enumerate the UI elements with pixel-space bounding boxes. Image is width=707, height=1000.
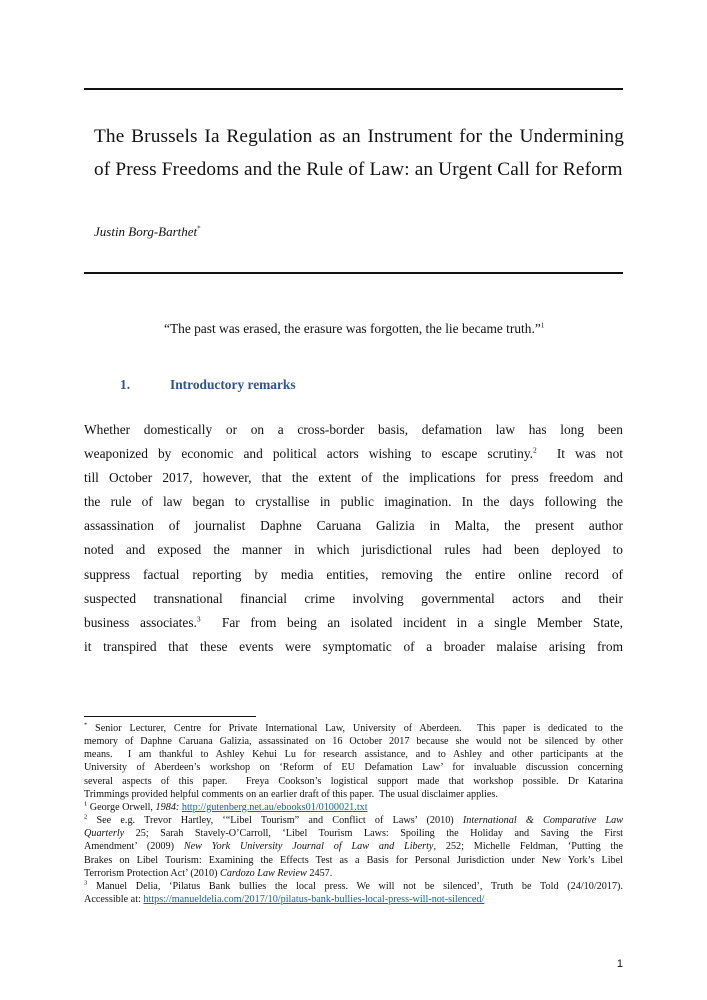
footnote-text: , 252; Michelle Feldman, ‘Putting the — [433, 841, 624, 853]
footnote-ref-3[interactable]: 3 — [196, 614, 201, 624]
footnote-2 — [84, 867, 623, 880]
footnote-2 — [84, 840, 623, 853]
footnote-text: Brakes on Libel Tourism: Examining the Effects Test as a Basis for Personal Jurisdiction under New York’s Libel — [84, 854, 623, 866]
footnote-journal: New York University Journal of Law and Liberty — [183, 841, 434, 853]
body-line — [84, 635, 623, 659]
footnote-mark-star: * — [84, 721, 88, 729]
author-name — [94, 224, 201, 240]
footnote-mark-1: 1 — [84, 800, 88, 808]
body-paragraph — [84, 418, 623, 659]
footnote-text: Terrorism Protection Act’ (2010) — [84, 867, 221, 879]
footnote-journal: Quarterly — [84, 828, 125, 840]
epigraph-footnote-mark[interactable]: 1 — [540, 320, 545, 330]
footnote-3 — [84, 880, 623, 893]
footnote-star-line — [84, 775, 623, 788]
body-line — [84, 587, 623, 611]
footnote-star-line — [84, 788, 623, 801]
footnote-text: 25; Sarah Stavely-O’Carroll, ‘Libel Tourism Laws: Spoiling the Holiday and Saving the First — [124, 828, 623, 840]
footnote-text: Trimmings provided helpful comments on an earlier draft of this paper. The usual disclaimer applies. — [84, 788, 498, 800]
footnote-separator — [84, 716, 256, 717]
section-title: Introductory remarks — [170, 377, 296, 392]
footnote-text: several aspects of this paper. Freya Cookson’s logistical support made that workshop possible. Dr Katarina — [84, 775, 623, 787]
page-number: 1 — [616, 958, 623, 970]
body-line — [84, 466, 623, 490]
body-line — [84, 418, 623, 442]
body-line-text: it transpired that these events were symptomatic of a broader malaise arising from — [84, 638, 623, 654]
section-heading — [120, 377, 296, 393]
footnote-journal: International & Comparative Law — [462, 815, 623, 827]
body-line-text: suppress factual reporting by media entities, removing the entire online record of — [84, 566, 623, 582]
body-line-text: business associates. — [84, 614, 197, 630]
body-line-text: Far from being an isolated incident in a single Member State, — [200, 614, 623, 630]
footnote-text: University of Aberdeen’s workshop on ‘Reform of EU Defamation Law’ for invaluable discussion concerning — [84, 762, 623, 774]
footnote-text: See e.g. Trevor Hartley, ‘“Libel Tourism” and Conflict of Laws’ (2010) — [87, 815, 463, 827]
paper-title: The Brussels Ia Regulation as an Instrument for the Undermining of Press Freedoms and the Rule of Law: an Urgent Call for Reform — [94, 126, 624, 180]
footnote-1 — [84, 801, 623, 814]
epigraph — [164, 321, 545, 337]
footnote-mark-3: 3 — [84, 879, 88, 887]
footnote-text: George Orwell, — [87, 801, 156, 813]
section-number: 1. — [120, 377, 131, 392]
author-footnote-mark[interactable]: * — [197, 224, 201, 233]
footnote-text: Manuel Delia, ‘Pilatus Bank bullies the local press. We will not be silenced’, Truth be Told (24/10/2017). — [87, 880, 623, 892]
body-line — [84, 514, 623, 538]
title-top-rule — [84, 88, 623, 90]
author-name-text: Justin Borg-Barthet — [94, 224, 198, 239]
footnote-star-line — [84, 722, 623, 735]
footnote-work-title: 1984: — [155, 801, 180, 813]
footnote-ref-2[interactable]: 2 — [533, 445, 537, 455]
body-line-text: assassination of journalist Daphne Caruana Galizia in Malta, the present author — [84, 518, 623, 534]
footnote-2 — [84, 827, 623, 840]
footnote-text: memory of Daphne Caruana Galizia, assassinated on 16 October 2017 because she would not be silenced by other — [84, 736, 623, 748]
footnote-text: Senior Lecturer, Centre for Private International Law, University of Aberdeen. This paper is dedicated to the — [87, 723, 623, 734]
body-line — [84, 563, 623, 587]
epigraph-text: “The past was erased, the erasure was forgotten, the lie became truth.” — [164, 321, 541, 336]
footnote-2 — [84, 854, 623, 867]
body-line-text: It was not — [536, 446, 623, 462]
footnote-star-line — [84, 748, 623, 761]
footnote-text: means. I am thankful to Ashley Kehui Lu for research assistance, and to Ashley and other participants at the — [84, 749, 623, 761]
footnote-1-link[interactable]: http://gutenberg.net.au/ebooks01/0100021.txt — [181, 801, 368, 813]
body-line-text: the rule of law began to crystallise in public imagination. In the days following the — [84, 494, 623, 510]
footnote-journal: Cardozo Law Review — [220, 867, 307, 879]
body-line-text: till October 2017, however, that the extent of the implications for press freedom and — [84, 470, 623, 486]
footnote-star-line — [84, 735, 623, 748]
body-line — [84, 490, 623, 514]
body-line-text: noted and exposed the manner in which jurisdictional rules had been deployed to — [84, 542, 623, 558]
body-line-text: Whether domestically or on a cross-border basis, defamation law has long been — [84, 422, 623, 437]
footnote-3-link[interactable]: https://manueldelia.com/2017/10/pilatus-bank-bullies-local-press-will-not-silenced/ — [143, 894, 485, 906]
body-line — [84, 538, 623, 562]
footnote-star-line — [84, 761, 623, 774]
body-line — [84, 442, 623, 466]
title-bottom-rule — [84, 272, 623, 274]
footnote-text: Amendment’ (2009) — [84, 841, 184, 853]
footnote-text: 2457. — [306, 867, 333, 879]
footnotes — [84, 722, 623, 906]
footnote-2 — [84, 814, 623, 827]
body-line — [84, 611, 623, 635]
footnote-mark-2: 2 — [84, 813, 88, 821]
footnote-text: Accessible at: — [84, 894, 144, 906]
body-line-text: weaponized by economic and political actors wishing to escape scrutiny. — [84, 446, 533, 462]
body-line-text: suspected transnational financial crime involving governmental actors and their — [84, 590, 623, 606]
footnote-3 — [84, 893, 623, 906]
